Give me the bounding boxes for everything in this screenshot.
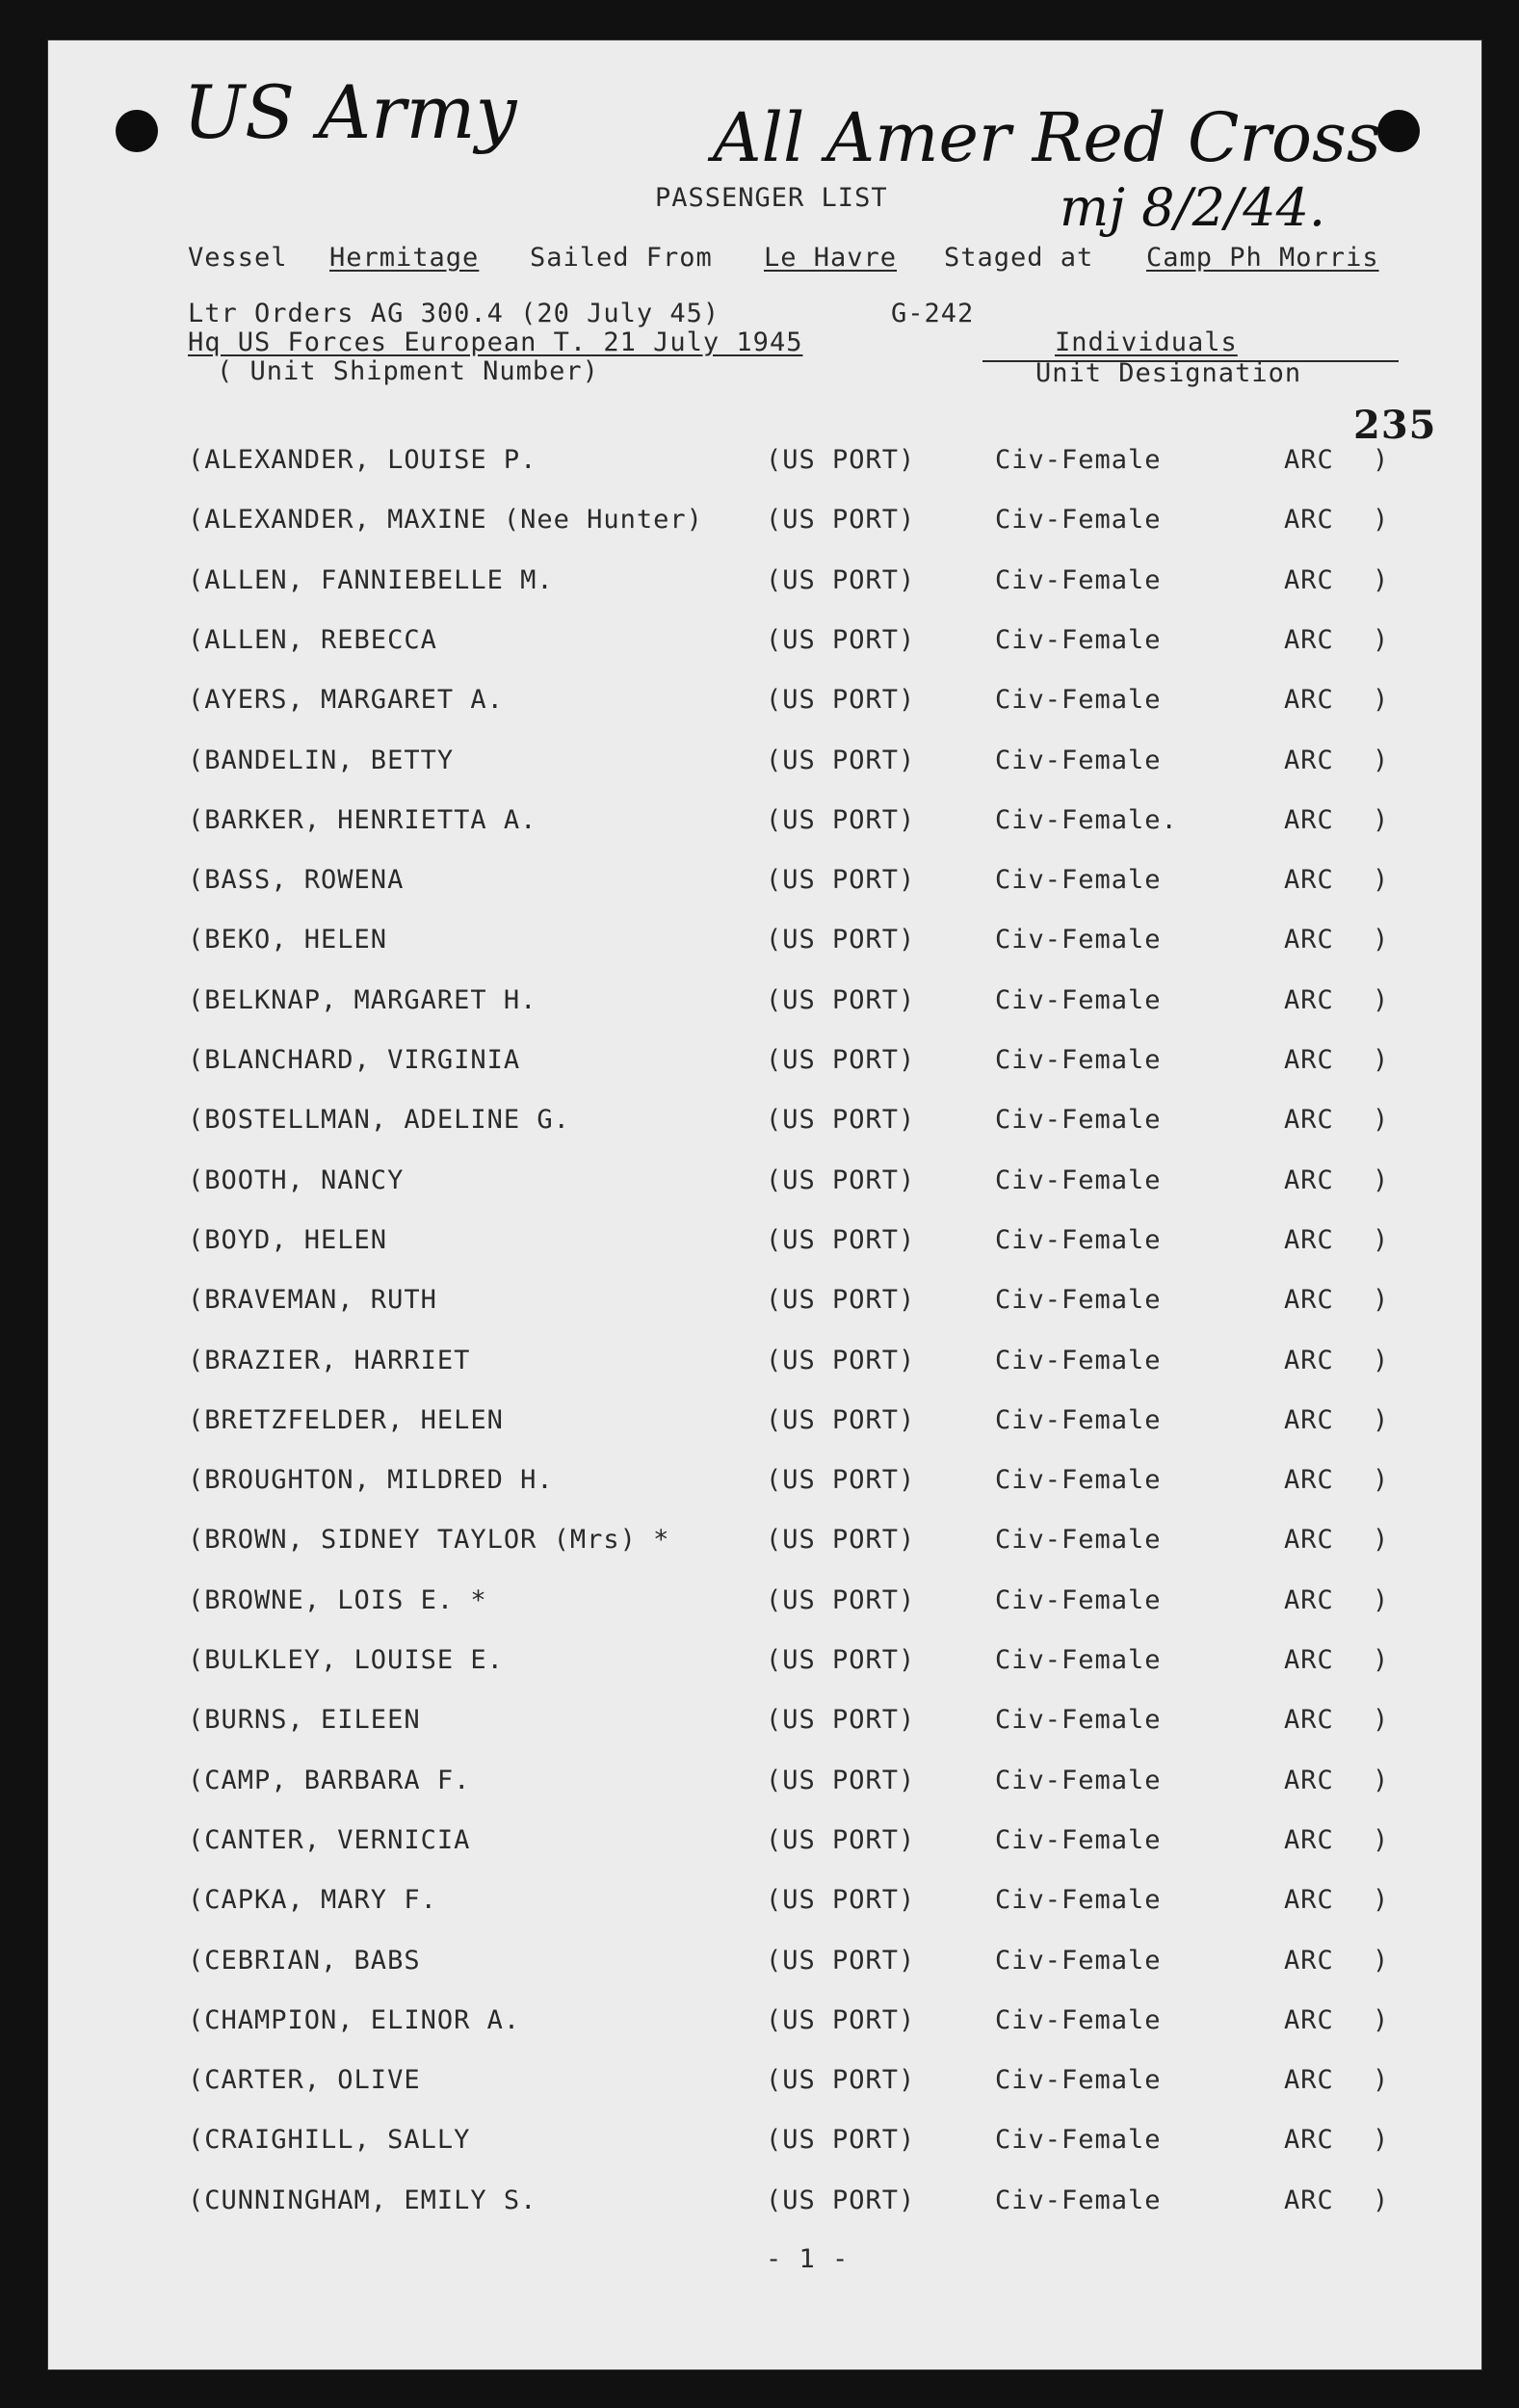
passenger-type: Civ-Female [995, 1045, 1162, 1075]
passenger-row [48, 1885, 1481, 1924]
passenger-type: Civ-Female [995, 1465, 1162, 1496]
staged-at-value: Camp Ph Morris [1146, 243, 1379, 273]
passenger-type: Civ-Female [995, 1885, 1162, 1916]
passenger-name: (CRAIGHILL, SALLY [188, 2125, 471, 2156]
passenger-type: Civ-Female [995, 1705, 1162, 1736]
passenger-unit: ARC [1284, 2065, 1334, 2096]
passenger-name: (CANTER, VERNICIA [188, 1824, 471, 1855]
passenger-type: Civ-Female [995, 1224, 1162, 1255]
closing-paren: ) [1373, 1885, 1390, 1916]
passenger-type: Civ-Female [995, 984, 1162, 1015]
passenger-port: (US PORT) [766, 1165, 916, 1195]
hq-line: Hq US Forces European T. 21 July 1945 [188, 327, 803, 357]
passenger-unit: ARC [1284, 1045, 1334, 1075]
passenger-port: (US PORT) [766, 1285, 916, 1316]
passenger-type: Civ-Female [995, 1345, 1162, 1375]
passenger-row [48, 746, 1481, 784]
passenger-unit: ARC [1284, 1525, 1334, 1556]
passenger-unit: ARC [1284, 564, 1334, 595]
passenger-row [48, 1045, 1481, 1084]
passenger-type: Civ-Female [995, 2185, 1162, 2215]
passenger-port: (US PORT) [766, 984, 916, 1015]
passenger-row [48, 1705, 1481, 1743]
closing-paren: ) [1373, 2004, 1390, 2035]
closing-paren: ) [1373, 1525, 1390, 1556]
passenger-row [48, 1585, 1481, 1624]
passenger-type: Civ-Female [995, 1584, 1162, 1615]
passenger-port: (US PORT) [766, 685, 916, 716]
passenger-port: (US PORT) [766, 1945, 916, 1976]
sailed-from-value: Le Havre [764, 243, 898, 273]
passenger-unit: ARC [1284, 2004, 1334, 2035]
passenger-name: (CEBRIAN, BABS [188, 1945, 421, 1976]
passenger-name: (CARTER, OLIVE [188, 2065, 421, 2096]
closing-paren: ) [1373, 445, 1390, 475]
passenger-row [48, 1946, 1481, 1984]
sailed-from-label: Sailed From [530, 243, 713, 273]
passenger-row [48, 625, 1481, 664]
passenger-row [48, 1346, 1481, 1384]
closing-paren: ) [1373, 624, 1390, 655]
passenger-row [48, 505, 1481, 543]
passenger-type: Civ-Female [995, 2065, 1162, 2096]
passenger-type: Civ-Female [995, 925, 1162, 955]
closing-paren: ) [1373, 1105, 1390, 1136]
passenger-name: (BOYD, HELEN [188, 1224, 388, 1255]
passenger-unit: ARC [1284, 1885, 1334, 1916]
passenger-row [48, 1465, 1481, 1504]
passenger-row [48, 565, 1481, 604]
passenger-type: Civ-Female [995, 865, 1162, 896]
passenger-row [48, 1105, 1481, 1143]
closing-paren: ) [1373, 1224, 1390, 1255]
passenger-port: (US PORT) [766, 1404, 916, 1435]
passenger-name: (BURNS, EILEEN [188, 1705, 421, 1736]
passenger-port: (US PORT) [766, 1705, 916, 1736]
passenger-row [48, 925, 1481, 963]
passenger-unit: ARC [1284, 445, 1334, 475]
passenger-row [48, 1525, 1481, 1563]
passenger-name: (CHAMPION, ELINOR A. [188, 2004, 521, 2035]
passenger-port: (US PORT) [766, 1224, 916, 1255]
closing-paren: ) [1373, 1345, 1390, 1375]
passenger-name: (BLANCHARD, VIRGINIA [188, 1045, 521, 1075]
passenger-unit: ARC [1284, 685, 1334, 716]
handwritten-red-cross: All Amer Red Cross [713, 98, 1381, 177]
passenger-port: (US PORT) [766, 1105, 916, 1136]
handwritten-date: mj 8/2/44. [1060, 177, 1326, 238]
passenger-name: (BELKNAP, MARGARET H. [188, 984, 537, 1015]
passenger-port: (US PORT) [766, 624, 916, 655]
passenger-name: (BEKO, HELEN [188, 925, 388, 955]
passenger-type: Civ-Female [995, 564, 1162, 595]
punch-hole-right [1377, 110, 1420, 152]
closing-paren: ) [1373, 1285, 1390, 1316]
passenger-row [48, 805, 1481, 844]
passenger-unit: ARC [1284, 624, 1334, 655]
passenger-unit: ARC [1284, 925, 1334, 955]
orders-line: Ltr Orders AG 300.4 (20 July 45) [188, 299, 720, 328]
passenger-unit: ARC [1284, 1165, 1334, 1195]
staged-at-label: Staged at [944, 243, 1094, 273]
passenger-row [48, 865, 1481, 903]
passenger-port: (US PORT) [766, 564, 916, 595]
passenger-name: (BARKER, HENRIETTA A. [188, 804, 537, 835]
passenger-port: (US PORT) [766, 1465, 916, 1496]
passenger-unit: ARC [1284, 1404, 1334, 1435]
passenger-unit: ARC [1284, 1824, 1334, 1855]
passenger-unit: ARC [1284, 1584, 1334, 1615]
passenger-name: (BROWNE, LOIS E. * [188, 1584, 487, 1615]
closing-paren: ) [1373, 1645, 1390, 1675]
passenger-port: (US PORT) [766, 2185, 916, 2215]
closing-paren: ) [1373, 984, 1390, 1015]
passenger-name: (CUNNINGHAM, EMILY S. [188, 2185, 537, 2215]
passenger-name: (BULKLEY, LOUISE E. [188, 1645, 504, 1675]
passenger-unit: ARC [1284, 1224, 1334, 1255]
closing-paren: ) [1373, 2185, 1390, 2215]
passenger-port: (US PORT) [766, 505, 916, 536]
passenger-type: Civ-Female [995, 745, 1162, 775]
passenger-unit: ARC [1284, 745, 1334, 775]
passenger-unit: ARC [1284, 1105, 1334, 1136]
passenger-name: (ALEXANDER, LOUISE P. [188, 445, 537, 475]
passenger-type: Civ-Female [995, 685, 1162, 716]
passenger-type: Civ-Female [995, 505, 1162, 536]
closing-paren: ) [1373, 865, 1390, 896]
closing-paren: ) [1373, 1765, 1390, 1795]
passenger-type: Civ-Female [995, 1765, 1162, 1795]
punch-hole-left [116, 110, 158, 152]
individuals-label: Individuals [1055, 327, 1238, 357]
passenger-name: (CAPKA, MARY F. [188, 1885, 437, 1916]
passenger-type: Civ-Female [995, 1165, 1162, 1195]
passenger-unit: ARC [1284, 1765, 1334, 1795]
passenger-row [48, 1645, 1481, 1684]
closing-paren: ) [1373, 1705, 1390, 1736]
closing-paren: ) [1373, 1404, 1390, 1435]
passenger-port: (US PORT) [766, 2004, 916, 2035]
vessel-value: Hermitage [329, 243, 480, 273]
closing-paren: ) [1373, 804, 1390, 835]
passenger-row [48, 1285, 1481, 1323]
document-title: PASSENGER LIST [655, 183, 888, 213]
page-number: - 1 - [766, 2244, 850, 2274]
passenger-type: Civ-Female [995, 624, 1162, 655]
passenger-unit: ARC [1284, 804, 1334, 835]
passenger-row [48, 985, 1481, 1024]
passenger-name: (BROWN, SIDNEY TAYLOR (Mrs) * [188, 1525, 670, 1556]
closing-paren: ) [1373, 1465, 1390, 1496]
passenger-port: (US PORT) [766, 2125, 916, 2156]
passenger-unit: ARC [1284, 2185, 1334, 2215]
passenger-port: (US PORT) [766, 1045, 916, 1075]
closing-paren: ) [1373, 1584, 1390, 1615]
passenger-name: (BRETZFELDER, HELEN [188, 1404, 504, 1435]
passenger-port: (US PORT) [766, 1525, 916, 1556]
passenger-name: (ALLEN, FANNIEBELLE M. [188, 564, 554, 595]
passenger-type: Civ-Female [995, 1824, 1162, 1855]
passenger-type: Civ-Female [995, 1404, 1162, 1435]
passenger-type: Civ-Female [995, 2125, 1162, 2156]
passenger-unit: ARC [1284, 2125, 1334, 2156]
passenger-port: (US PORT) [766, 804, 916, 835]
passenger-row [48, 2065, 1481, 2104]
passenger-unit: ARC [1284, 505, 1334, 536]
passenger-unit: ARC [1284, 1285, 1334, 1316]
passenger-unit: ARC [1284, 1465, 1334, 1496]
closing-paren: ) [1373, 1945, 1390, 1976]
closing-paren: ) [1373, 2125, 1390, 2156]
passenger-unit: ARC [1284, 1345, 1334, 1375]
document-page [48, 40, 1481, 2369]
closing-paren: ) [1373, 2065, 1390, 2096]
passenger-name: (BRAZIER, HARRIET [188, 1345, 471, 1375]
passenger-port: (US PORT) [766, 2065, 916, 2096]
closing-paren: ) [1373, 745, 1390, 775]
passenger-port: (US PORT) [766, 745, 916, 775]
passenger-row [48, 1165, 1481, 1204]
vessel-label: Vessel [188, 243, 288, 273]
passenger-type: Civ-Female [995, 2004, 1162, 2035]
passenger-name: (BASS, ROWENA [188, 865, 405, 896]
closing-paren: ) [1373, 564, 1390, 595]
passenger-row [48, 1405, 1481, 1444]
passenger-row [48, 1825, 1481, 1864]
passenger-type: Civ-Female [995, 1945, 1162, 1976]
passenger-name: (ALLEN, REBECCA [188, 624, 437, 655]
unit-designation-label: Unit Designation [1035, 358, 1302, 388]
passenger-name: (BROUGHTON, MILDRED H. [188, 1465, 554, 1496]
passenger-port: (US PORT) [766, 445, 916, 475]
passenger-unit: ARC [1284, 984, 1334, 1015]
passenger-type: Civ-Female. [995, 804, 1178, 835]
passenger-name: (BOOTH, NANCY [188, 1165, 405, 1195]
passenger-type: Civ-Female [995, 1105, 1162, 1136]
closing-paren: ) [1373, 1824, 1390, 1855]
passenger-name: (BANDELIN, BETTY [188, 745, 455, 775]
passenger-name: (ALEXANDER, MAXINE (Nee Hunter) [188, 505, 703, 536]
closing-paren: ) [1373, 1045, 1390, 1075]
passenger-type: Civ-Female [995, 445, 1162, 475]
passenger-row [48, 445, 1481, 484]
orders-code: G-242 [891, 299, 975, 328]
closing-paren: ) [1373, 685, 1390, 716]
closing-paren: ) [1373, 925, 1390, 955]
passenger-port: (US PORT) [766, 1345, 916, 1375]
passenger-unit: ARC [1284, 1645, 1334, 1675]
passenger-row [48, 1766, 1481, 1804]
passenger-type: Civ-Female [995, 1285, 1162, 1316]
passenger-unit: ARC [1284, 865, 1334, 896]
passenger-unit: ARC [1284, 1705, 1334, 1736]
passenger-row [48, 1225, 1481, 1264]
passenger-port: (US PORT) [766, 1584, 916, 1615]
closing-paren: ) [1373, 1165, 1390, 1195]
passenger-port: (US PORT) [766, 1765, 916, 1795]
passenger-name: (AYERS, MARGARET A. [188, 685, 504, 716]
passenger-row [48, 685, 1481, 723]
page-stamp-number: 235 [1353, 403, 1437, 448]
passenger-unit: ARC [1284, 1945, 1334, 1976]
passenger-port: (US PORT) [766, 1824, 916, 1855]
passenger-port: (US PORT) [766, 865, 916, 896]
unit-shipment-label: ( Unit Shipment Number) [217, 356, 599, 386]
passenger-port: (US PORT) [766, 1645, 916, 1675]
passenger-name: (BOSTELLMAN, ADELINE G. [188, 1105, 570, 1136]
handwritten-us-army: US Army [183, 69, 517, 155]
passenger-row [48, 2186, 1481, 2224]
closing-paren: ) [1373, 505, 1390, 536]
passenger-port: (US PORT) [766, 1885, 916, 1916]
passenger-type: Civ-Female [995, 1525, 1162, 1556]
passenger-name: (BRAVEMAN, RUTH [188, 1285, 437, 1316]
passenger-row [48, 2125, 1481, 2163]
passenger-type: Civ-Female [995, 1645, 1162, 1675]
passenger-name: (CAMP, BARBARA F. [188, 1765, 471, 1795]
passenger-port: (US PORT) [766, 925, 916, 955]
passenger-row [48, 2005, 1481, 2044]
